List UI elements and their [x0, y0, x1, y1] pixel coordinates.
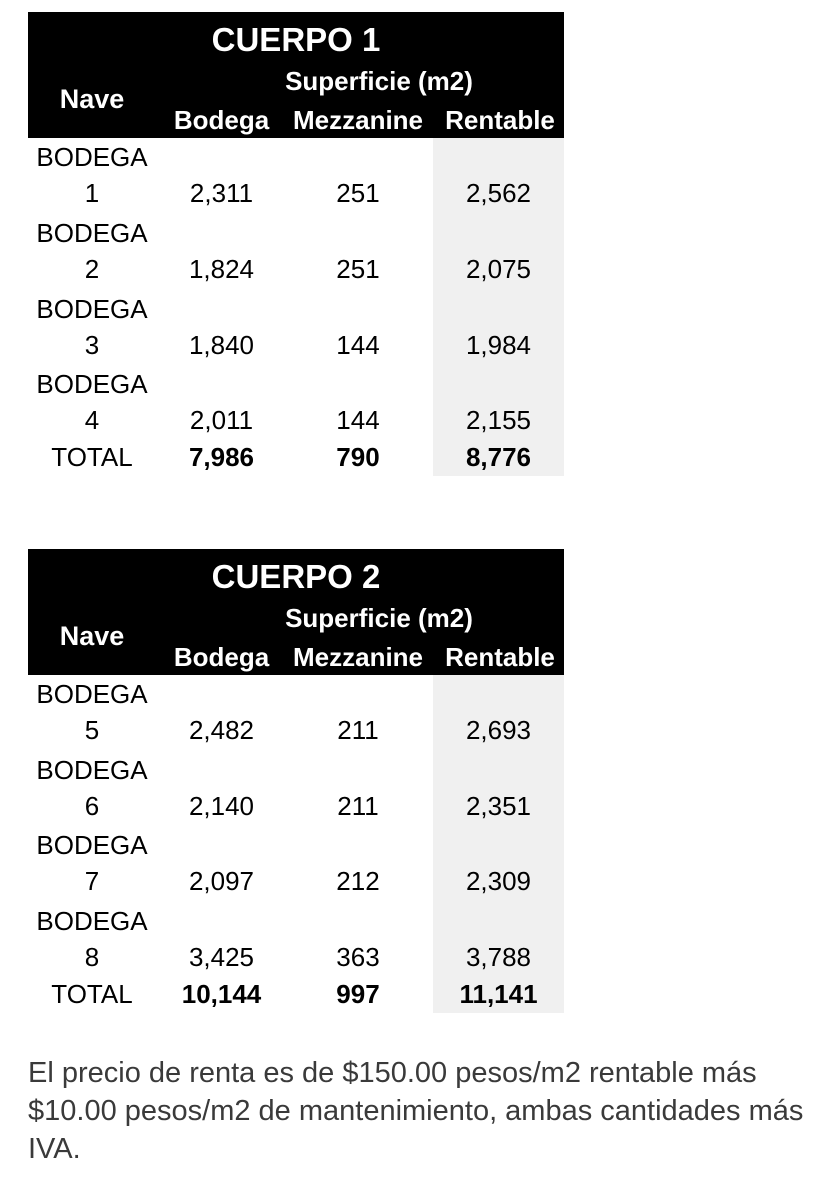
nave-name: BODEGA: [36, 218, 148, 248]
table-header: [28, 549, 564, 675]
nave-number: 6: [84, 791, 100, 821]
nave-name: BODEGA: [36, 369, 148, 399]
nave-name: BODEGA: [36, 679, 148, 709]
total-rentable-value: 8,776: [465, 442, 532, 472]
mezzanine-value: 251: [336, 178, 380, 208]
superficie-header: Superficie (m2): [285, 66, 473, 96]
mezzanine-col-header: Mezzanine: [292, 105, 424, 135]
rentable-col-header: Rentable: [445, 642, 555, 672]
total-mezzanine-value: 997: [336, 979, 380, 1009]
nave-name: BODEGA: [36, 755, 148, 785]
rentable-value: 1,984: [465, 330, 532, 360]
rentable-value: 3,788: [465, 942, 532, 972]
mezzanine-value: 363: [336, 942, 380, 972]
table-row: [28, 290, 564, 366]
rentable-value: 2,351: [465, 791, 532, 821]
table-title: CUERPO 2: [211, 558, 381, 595]
mezzanine-value: 211: [337, 715, 379, 745]
bodega-value: 2,482: [188, 715, 255, 745]
bodega-value: 2,140: [188, 791, 255, 821]
bodega-value: 3,425: [188, 942, 255, 972]
bodega-value: 2,311: [189, 178, 254, 208]
superficie-header: Superficie (m2): [285, 603, 473, 633]
rentable-value: 2,562: [465, 178, 532, 208]
bodega-value: 2,097: [188, 866, 255, 896]
rentable-value: 2,309: [465, 866, 532, 896]
rentable-value: 2,155: [465, 405, 532, 435]
table-row: [28, 365, 564, 441]
table-row: [28, 675, 564, 751]
table-title: CUERPO 1: [211, 21, 381, 58]
rentable-col-header: Rentable: [445, 105, 555, 135]
bodega-col-header: Bodega: [173, 105, 270, 135]
total-bodega-value: 10,144: [181, 979, 262, 1009]
nave-number: 1: [84, 178, 100, 208]
rentable-value: 2,693: [465, 715, 532, 745]
total-label: TOTAL: [51, 442, 133, 472]
nave-name: BODEGA: [36, 906, 148, 936]
table-row: [28, 751, 564, 827]
cuerpo-1-table: [28, 12, 564, 476]
nave-name: BODEGA: [36, 830, 148, 860]
table-body: [28, 138, 564, 476]
bodega-value: 2,011: [189, 405, 254, 435]
total-label: TOTAL: [51, 979, 133, 1009]
table-row: [28, 138, 564, 214]
nave-number: 7: [84, 866, 100, 896]
total-bodega-value: 7,986: [188, 442, 255, 472]
bodega-value: 1,840: [188, 330, 255, 360]
mezzanine-value: 144: [336, 330, 380, 360]
total-row: [28, 442, 564, 478]
rentable-value: 2,075: [465, 254, 532, 284]
bodega-col-header: Bodega: [173, 642, 270, 672]
nave-name: BODEGA: [36, 294, 148, 324]
mezzanine-value: 211: [337, 791, 379, 821]
nave-header: Nave: [59, 84, 125, 114]
nave-number: 8: [84, 942, 100, 972]
table-header: [28, 12, 564, 138]
table-row: [28, 826, 564, 902]
mezzanine-value: 144: [336, 405, 380, 435]
mezzanine-value: 251: [336, 254, 380, 284]
nave-name: BODEGA: [36, 142, 148, 172]
total-rentable-value: 11,141: [459, 979, 538, 1009]
mezzanine-value: 212: [336, 866, 380, 896]
table-body: [28, 675, 564, 1013]
total-mezzanine-value: 790: [336, 442, 380, 472]
nave-number: 4: [84, 405, 100, 435]
table-row: [28, 902, 564, 978]
nave-number: 3: [84, 330, 100, 360]
table-row: [28, 214, 564, 290]
nave-number: 5: [84, 715, 100, 745]
total-row: [28, 979, 564, 1015]
nave-number: 2: [84, 254, 100, 284]
price-note: El precio de renta es de $150.00 pesos/m2 rentable más $10.00 pesos/m2 de mantenimiento, ambas cantidades más IVA.: [28, 1057, 804, 1165]
bodega-value: 1,824: [188, 254, 255, 284]
cuerpo-2-table: [28, 549, 564, 1013]
nave-header: Nave: [59, 621, 125, 651]
mezzanine-col-header: Mezzanine: [292, 642, 424, 672]
